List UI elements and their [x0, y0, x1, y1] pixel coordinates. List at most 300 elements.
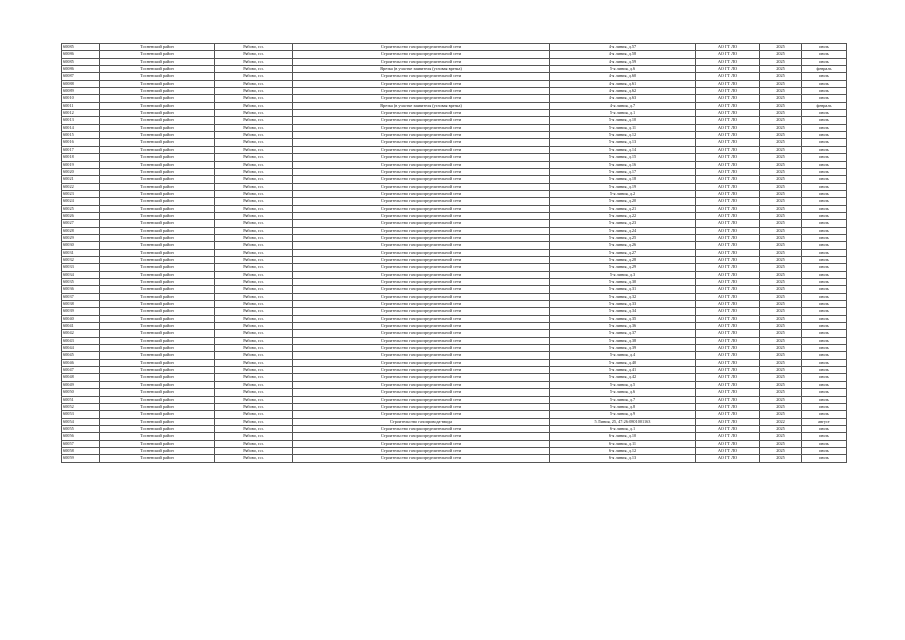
row-id-cell: 60053 [62, 411, 100, 418]
organization-cell: АО ГТ ЛО [696, 161, 760, 168]
organization-cell: АО ГТ ЛО [696, 220, 760, 227]
address-cell: 5-я линия, д.26 [550, 242, 696, 249]
year-cell: 2025 [760, 220, 802, 227]
table-row [62, 183, 847, 190]
district-cell: Тосненский район [100, 242, 215, 249]
organization-cell: АО ГТ ЛО [696, 381, 760, 388]
year-cell: 2025 [760, 440, 802, 447]
row-id-cell: 60024 [62, 198, 100, 205]
month-cell: июль [802, 389, 847, 396]
district-cell: Тосненский район [100, 367, 215, 374]
address-cell: 5-я линия, д.3 [550, 271, 696, 278]
organization-cell: АО ГТ ЛО [696, 205, 760, 212]
year-cell: 2025 [760, 337, 802, 344]
month-cell: июль [802, 286, 847, 293]
work-type-cell: Строительство газораспределительной сети [293, 234, 550, 241]
address-cell: 4-я линия, д.57 [550, 44, 696, 51]
address-cell: 5-я линия, д.18 [550, 176, 696, 183]
address-cell: 5-я линия, д.8 [550, 403, 696, 410]
address-cell: 5-я линия, д.10 [550, 117, 696, 124]
organization-cell: АО ГТ ЛО [696, 425, 760, 432]
locality-cell: Рябово, г.п. [215, 124, 293, 131]
year-cell: 2025 [760, 44, 802, 51]
district-cell: Тосненский район [100, 110, 215, 117]
work-type-cell: Врезка (в участке заявителя (угловая врезка) [293, 66, 550, 73]
organization-cell: АО ГТ ЛО [696, 433, 760, 440]
year-cell: 2025 [760, 58, 802, 65]
year-cell: 2025 [760, 198, 802, 205]
month-cell: июль [802, 345, 847, 352]
district-cell: Тосненский район [100, 440, 215, 447]
row-id-cell: 60033 [62, 264, 100, 271]
year-cell: 2025 [760, 323, 802, 330]
address-cell: 5-я линия, д.24 [550, 227, 696, 234]
month-cell: июль [802, 330, 847, 337]
month-cell: июль [802, 58, 847, 65]
district-cell: Тосненский район [100, 425, 215, 432]
address-cell: 5-я линия, д.11 [550, 124, 696, 131]
locality-cell: Рябово, г.п. [215, 330, 293, 337]
district-cell: Тосненский район [100, 102, 215, 109]
locality-cell: Рябово, г.п. [215, 447, 293, 454]
row-id-cell: 60019 [62, 161, 100, 168]
year-cell: 2025 [760, 279, 802, 286]
month-cell: июль [802, 205, 847, 212]
organization-cell: АО ГТ ЛО [696, 440, 760, 447]
month-cell: июль [802, 411, 847, 418]
locality-cell: Рябово, г.п. [215, 190, 293, 197]
row-id-cell: 60088 [62, 80, 100, 87]
table-row [62, 242, 847, 249]
locality-cell: Рябово, г.п. [215, 279, 293, 286]
table-row [62, 212, 847, 219]
district-cell: Тосненский район [100, 279, 215, 286]
table-row [62, 58, 847, 65]
locality-cell: Рябово, г.п. [215, 315, 293, 322]
month-cell: июль [802, 242, 847, 249]
locality-cell: Рябово, г.п. [215, 168, 293, 175]
year-cell: 2025 [760, 205, 802, 212]
district-cell: Тосненский район [100, 168, 215, 175]
work-type-cell: Строительство газораспределительной сети [293, 139, 550, 146]
month-cell: июль [802, 447, 847, 454]
organization-cell: АО ГТ ЛО [696, 301, 760, 308]
address-cell: 6-я линия, д.11 [550, 440, 696, 447]
district-cell: Тосненский район [100, 227, 215, 234]
month-cell: июль [802, 80, 847, 87]
locality-cell: Рябово, г.п. [215, 337, 293, 344]
address-cell: 5-я линия, д.40 [550, 359, 696, 366]
district-cell: Тосненский район [100, 374, 215, 381]
year-cell: 2022 [760, 418, 802, 425]
locality-cell: Рябово, г.п. [215, 367, 293, 374]
year-cell: 2025 [760, 242, 802, 249]
district-cell: Тосненский район [100, 359, 215, 366]
table-row [62, 279, 847, 286]
gasification-schedule-table [61, 43, 847, 463]
month-cell: июль [802, 381, 847, 388]
row-id-cell: 60085 [62, 44, 100, 51]
address-cell: 5-я линия, д.35 [550, 315, 696, 322]
address-cell: 6-я линия, д.13 [550, 455, 696, 462]
work-type-cell: Строительство газораспределительной сети [293, 264, 550, 271]
organization-cell: АО ГТ ЛО [696, 279, 760, 286]
locality-cell: Рябово, г.п. [215, 80, 293, 87]
year-cell: 2025 [760, 73, 802, 80]
address-cell: 4-я линия, д.58 [550, 51, 696, 58]
address-cell: 5-я линия, д.39 [550, 345, 696, 352]
month-cell: июль [802, 132, 847, 139]
table-row [62, 154, 847, 161]
locality-cell: Рябово, г.п. [215, 58, 293, 65]
month-cell: июль [802, 301, 847, 308]
year-cell: 2025 [760, 381, 802, 388]
district-cell: Тосненский район [100, 293, 215, 300]
work-type-cell: Строительство газораспределительной сети [293, 308, 550, 315]
work-type-cell: Строительство газораспределительной сети [293, 345, 550, 352]
work-type-cell: Строительство газораспределительной сети [293, 337, 550, 344]
work-type-cell: Строительство газораспределительной сети [293, 411, 550, 418]
row-id-cell: 60055 [62, 425, 100, 432]
table-row [62, 146, 847, 153]
organization-cell: АО ГТ ЛО [696, 110, 760, 117]
organization-cell: АО ГТ ЛО [696, 403, 760, 410]
table-row [62, 227, 847, 234]
month-cell: июль [802, 396, 847, 403]
organization-cell: АО ГТ ЛО [696, 80, 760, 87]
work-type-cell: Строительство газораспределительной сети [293, 51, 550, 58]
row-id-cell: 60036 [62, 286, 100, 293]
district-cell: Тосненский район [100, 381, 215, 388]
year-cell: 2025 [760, 256, 802, 263]
district-cell: Тосненский район [100, 220, 215, 227]
district-cell: Тосненский район [100, 51, 215, 58]
year-cell: 2025 [760, 433, 802, 440]
table-row [62, 323, 847, 330]
address-cell: 5-я линия, д.27 [550, 249, 696, 256]
locality-cell: Рябово, г.п. [215, 403, 293, 410]
organization-cell: АО ГТ ЛО [696, 264, 760, 271]
work-type-cell: Строительство газораспределительной сети [293, 367, 550, 374]
locality-cell: Рябово, г.п. [215, 271, 293, 278]
work-type-cell: Строительство газораспределительной сети [293, 190, 550, 197]
work-type-cell: Строительство газораспределительной сети [293, 279, 550, 286]
month-cell: июль [802, 403, 847, 410]
year-cell: 2025 [760, 51, 802, 58]
locality-cell: Рябово, г.п. [215, 345, 293, 352]
address-cell: 5-я линия, д.41 [550, 367, 696, 374]
work-type-cell: Строительство газораспределительной сети [293, 455, 550, 462]
district-cell: Тосненский район [100, 154, 215, 161]
table-row [62, 205, 847, 212]
month-cell: июль [802, 88, 847, 95]
district-cell: Тосненский район [100, 249, 215, 256]
row-id-cell: 60021 [62, 176, 100, 183]
work-type-cell: Строительство газораспределительной сети [293, 249, 550, 256]
organization-cell: АО ГТ ЛО [696, 337, 760, 344]
address-cell: 5-я линия, д.23 [550, 220, 696, 227]
organization-cell: АО ГТ ЛО [696, 367, 760, 374]
year-cell: 2025 [760, 315, 802, 322]
address-cell: 5-я линия, д.29 [550, 264, 696, 271]
month-cell: июль [802, 440, 847, 447]
organization-cell: АО ГТ ЛО [696, 352, 760, 359]
work-type-cell: Строительство газораспределительной сети [293, 315, 550, 322]
table-row [62, 44, 847, 51]
locality-cell: Рябово, г.п. [215, 286, 293, 293]
locality-cell: Рябово, г.п. [215, 352, 293, 359]
row-id-cell: 60043 [62, 337, 100, 344]
organization-cell: АО ГТ ЛО [696, 168, 760, 175]
district-cell: Тосненский район [100, 73, 215, 80]
address-cell: 5-я линия, д.4 [550, 352, 696, 359]
locality-cell: Рябово, г.п. [215, 205, 293, 212]
locality-cell: Рябово, г.п. [215, 220, 293, 227]
address-cell: 5-я линия, д.12 [550, 132, 696, 139]
address-cell: 6-я линия, д.12 [550, 447, 696, 454]
work-type-cell: Строительство газораспределительной сети [293, 359, 550, 366]
work-type-cell: Строительство газораспределительной сети [293, 183, 550, 190]
row-id-cell: 60087 [62, 73, 100, 80]
table-row [62, 396, 847, 403]
year-cell: 2025 [760, 110, 802, 117]
address-cell: 5-я линия, д.21 [550, 205, 696, 212]
work-type-cell: Строительство газораспределительной сети [293, 80, 550, 87]
district-cell: Тосненский район [100, 132, 215, 139]
year-cell: 2025 [760, 124, 802, 131]
district-cell: Тосненский район [100, 44, 215, 51]
address-cell: 5 Линия, 25, 47:26:0801001163 [550, 418, 696, 425]
address-cell: 5-я линия, д.42 [550, 374, 696, 381]
organization-cell: АО ГТ ЛО [696, 73, 760, 80]
month-cell: июль [802, 256, 847, 263]
month-cell: июль [802, 44, 847, 51]
district-cell: Тосненский район [100, 308, 215, 315]
row-id-cell: 60020 [62, 168, 100, 175]
table-row [62, 168, 847, 175]
table-row [62, 389, 847, 396]
table-row [62, 271, 847, 278]
organization-cell: АО ГТ ЛО [696, 234, 760, 241]
organization-cell: АО ГТ ЛО [696, 58, 760, 65]
row-id-cell: 60022 [62, 183, 100, 190]
month-cell: июль [802, 161, 847, 168]
year-cell: 2025 [760, 66, 802, 73]
year-cell: 2025 [760, 411, 802, 418]
organization-cell: АО ГТ ЛО [696, 117, 760, 124]
locality-cell: Рябово, г.п. [215, 381, 293, 388]
locality-cell: Рябово, г.п. [215, 323, 293, 330]
locality-cell: Рябово, г.п. [215, 234, 293, 241]
row-id-cell: 60013 [62, 117, 100, 124]
month-cell: июль [802, 190, 847, 197]
organization-cell: АО ГТ ЛО [696, 198, 760, 205]
year-cell: 2025 [760, 139, 802, 146]
row-id-cell: 60011 [62, 102, 100, 109]
month-cell: июль [802, 73, 847, 80]
address-cell: 6-я линия, д.1 [550, 425, 696, 432]
row-id-cell: 60035 [62, 279, 100, 286]
table-row [62, 256, 847, 263]
table-body [62, 44, 847, 463]
locality-cell: Рябово, г.п. [215, 154, 293, 161]
year-cell: 2025 [760, 367, 802, 374]
work-type-cell: Строительство газораспределительной сети [293, 425, 550, 432]
work-type-cell: Строительство газораспределительной сети [293, 161, 550, 168]
address-cell: 4-я линия, д.60 [550, 73, 696, 80]
district-cell: Тосненский район [100, 183, 215, 190]
year-cell: 2025 [760, 308, 802, 315]
district-cell: Тосненский район [100, 190, 215, 197]
locality-cell: Рябово, г.п. [215, 88, 293, 95]
organization-cell: АО ГТ ЛО [696, 389, 760, 396]
address-cell: 5-я линия, д.31 [550, 286, 696, 293]
table-row [62, 301, 847, 308]
address-cell: 4-я линия, д.7 [550, 102, 696, 109]
row-id-cell: 60032 [62, 256, 100, 263]
work-type-cell: Строительство газораспределительной сети [293, 352, 550, 359]
row-id-cell: 60041 [62, 323, 100, 330]
organization-cell: АО ГТ ЛО [696, 44, 760, 51]
work-type-cell: Строительство газораспределительной сети [293, 447, 550, 454]
district-cell: Тосненский район [100, 411, 215, 418]
locality-cell: Рябово, г.п. [215, 264, 293, 271]
row-id-cell: 60059 [62, 455, 100, 462]
table-row [62, 198, 847, 205]
year-cell: 2025 [760, 425, 802, 432]
month-cell: июль [802, 124, 847, 131]
work-type-cell: Строительство газораспределительной сети [293, 73, 550, 80]
month-cell: июль [802, 271, 847, 278]
year-cell: 2025 [760, 168, 802, 175]
work-type-cell: Врезка (в участке заявителя (угловая врезка) [293, 102, 550, 109]
address-cell: 4-я линия, д.61 [550, 80, 696, 87]
work-type-cell: Строительство газораспределительной сети [293, 286, 550, 293]
work-type-cell: Строительство газораспределительной сети [293, 117, 550, 124]
row-id-cell: 60014 [62, 124, 100, 131]
table-row [62, 190, 847, 197]
table-row [62, 330, 847, 337]
work-type-cell: Строительство газораспределительной сети [293, 440, 550, 447]
locality-cell: Рябово, г.п. [215, 433, 293, 440]
month-cell: июль [802, 139, 847, 146]
locality-cell: Рябово, г.п. [215, 102, 293, 109]
district-cell: Тосненский район [100, 95, 215, 102]
district-cell: Тосненский район [100, 66, 215, 73]
work-type-cell: Строительство газораспределительной сети [293, 58, 550, 65]
row-id-cell: 60012 [62, 110, 100, 117]
year-cell: 2025 [760, 286, 802, 293]
table-row [62, 293, 847, 300]
organization-cell: АО ГТ ЛО [696, 308, 760, 315]
district-cell: Тосненский район [100, 146, 215, 153]
row-id-cell: 60086 [62, 66, 100, 73]
month-cell: февраль [802, 66, 847, 73]
work-type-cell: Строительство газораспределительной сети [293, 44, 550, 51]
table-row [62, 132, 847, 139]
row-id-cell: 60016 [62, 139, 100, 146]
district-cell: Тосненский район [100, 139, 215, 146]
locality-cell: Рябово, г.п. [215, 308, 293, 315]
address-cell: 6-я линия, д.10 [550, 433, 696, 440]
month-cell: июль [802, 323, 847, 330]
organization-cell: АО ГТ ЛО [696, 374, 760, 381]
address-cell: 5-я линия, д.13 [550, 139, 696, 146]
district-cell: Тосненский район [100, 447, 215, 454]
table-row [62, 117, 847, 124]
table-row [62, 286, 847, 293]
organization-cell: АО ГТ ЛО [696, 227, 760, 234]
row-id-cell: 60010 [62, 95, 100, 102]
month-cell: июль [802, 168, 847, 175]
year-cell: 2025 [760, 374, 802, 381]
row-id-cell: 60042 [62, 330, 100, 337]
work-type-cell: Строительство газораспределительной сети [293, 256, 550, 263]
district-cell: Тосненский район [100, 124, 215, 131]
address-cell: 5-я линия, д.33 [550, 301, 696, 308]
organization-cell: АО ГТ ЛО [696, 154, 760, 161]
month-cell: июль [802, 183, 847, 190]
work-type-cell: Строительство газораспределительной сети [293, 227, 550, 234]
row-id-cell: 60050 [62, 389, 100, 396]
address-cell: 5-я линия, д.37 [550, 330, 696, 337]
work-type-cell: Строительство газораспределительной сети [293, 198, 550, 205]
district-cell: Тосненский район [100, 205, 215, 212]
row-id-cell: 60057 [62, 440, 100, 447]
work-type-cell: Строительство газораспределительной сети [293, 154, 550, 161]
year-cell: 2025 [760, 403, 802, 410]
locality-cell: Рябово, г.п. [215, 139, 293, 146]
year-cell: 2025 [760, 352, 802, 359]
organization-cell: АО ГТ ЛО [696, 315, 760, 322]
district-cell: Тосненский район [100, 389, 215, 396]
work-type-cell: Строительство газораспределительной сети [293, 271, 550, 278]
year-cell: 2025 [760, 301, 802, 308]
row-id-cell: 60039 [62, 308, 100, 315]
district-cell: Тосненский район [100, 161, 215, 168]
work-type-cell: Строительство газораспределительной сети [293, 220, 550, 227]
address-cell: 5-я линия, д.25 [550, 234, 696, 241]
work-type-cell: Строительство газораспределительной сети [293, 124, 550, 131]
row-id-cell: 60056 [62, 433, 100, 440]
organization-cell: АО ГТ ЛО [696, 146, 760, 153]
row-id-cell: 60052 [62, 403, 100, 410]
month-cell: июль [802, 95, 847, 102]
month-cell: июль [802, 425, 847, 432]
table-row [62, 345, 847, 352]
year-cell: 2025 [760, 455, 802, 462]
row-id-cell: 60038 [62, 301, 100, 308]
organization-cell: АО ГТ ЛО [696, 286, 760, 293]
locality-cell: Рябово, г.п. [215, 374, 293, 381]
district-cell: Тосненский район [100, 315, 215, 322]
locality-cell: Рябово, г.п. [215, 359, 293, 366]
work-type-cell: Строительство газораспределительной сети [293, 293, 550, 300]
row-id-cell: 60028 [62, 227, 100, 234]
district-cell: Тосненский район [100, 176, 215, 183]
district-cell: Тосненский район [100, 352, 215, 359]
month-cell: февраль [802, 102, 847, 109]
district-cell: Тосненский район [100, 337, 215, 344]
organization-cell: АО ГТ ЛО [696, 95, 760, 102]
district-cell: Тосненский район [100, 455, 215, 462]
address-cell: 4-я линия, д.62 [550, 88, 696, 95]
month-cell: июль [802, 198, 847, 205]
month-cell: июль [802, 212, 847, 219]
table-row [62, 220, 847, 227]
organization-cell: АО ГТ ЛО [696, 212, 760, 219]
organization-cell: АО ГТ ЛО [696, 411, 760, 418]
